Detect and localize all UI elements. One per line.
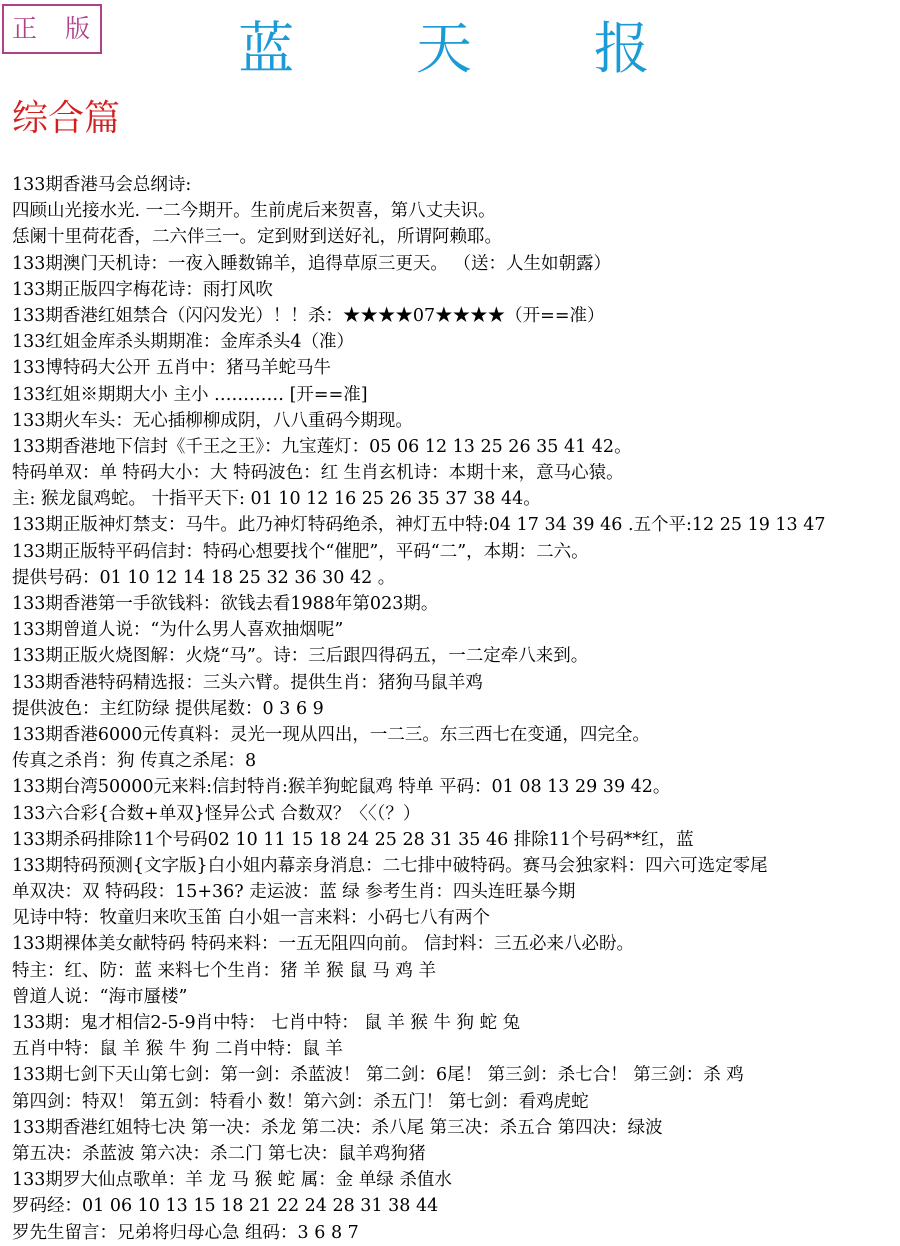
content-lines [12,172,896,1246]
text-line: 传真之杀肖：狗 传真之杀尾：8 [12,751,257,772]
text-line: 133期：鬼才相信2-5-9肖中特： 七肖中特： 鼠 羊 猴 牛 狗 蛇 兔 [12,1013,521,1033]
text-line: 曾道人说：“海市蜃楼” [12,986,188,1007]
text-line: 133六合彩{合数+单双}怪异公式 合数双？〈〈（？） [12,803,421,824]
text-line: 133期香港特码精选报：三头六臂。提供生肖：猪狗马鼠羊鸡 [12,672,483,693]
text-line: 第五决：杀蓝波 第六决：杀二门 第七决：鼠羊鸡狗猪 [12,1143,426,1164]
text-line: 133期澳门天机诗：一夜入睡数锦羊，追得草原三更天。 （送：人生如朝露） [12,253,611,274]
text-line: 133期正版四字梅花诗：雨打风吹 [12,279,273,300]
text-line: 133期正版特平码信封：特码心想要找个“催肥”，平码“二”，本期：二六。 [12,541,589,562]
text-line: 133博特码大公开 五肖中：猪马羊蛇马牛 [12,358,331,379]
text-line: 133期香港6000元传真料：灵光一现从四出，一二三。东三西七在变通，四完全。 [12,724,650,745]
text-line: 提供波色：主红防绿 提供尾数：0 3 6 9 [12,698,324,719]
text-line: 四顾山光接水光. 一二今期开。生前虎后来贺喜，第八丈夫识。 [12,201,496,222]
text-line: 133期正版火烧图解：火烧“马”。诗：三后跟四得码五，一二定牵八来到。 [12,646,589,667]
section-heading: 综合篇 [12,98,121,139]
text-line: 133期裸体美女献特码 特码来料：一五无阻四向前。 信封料：三五必来八必盼。 [12,934,635,955]
text-line: 133期火车头：无心插柳柳成阴，八八重码今期现。 [12,410,413,431]
text-line: 133期罗大仙点歌单：羊 龙 马 猴 蛇 属：金 单绿 杀值水 [12,1170,452,1191]
text-line: 133红姐金库杀头期期准：金库杀头4（准） [12,332,355,353]
genuine-edition-badge: 正 版 [2,4,102,54]
text-line: 133期七剑下天山第七剑：第一剑：杀蓝波！ 第二剑：6尾！ 第三剑：杀七合！ 第三剑：杀 鸡 [12,1065,744,1086]
text-line: 提供号码：01 10 12 14 18 25 32 36 30 42 。 [12,567,396,588]
text-line: 第四剑：特双！ 第五剑：特看小 数！第六剑：杀五门！ 第七剑：看鸡虎蛇 [12,1091,589,1112]
text-line: 133期台湾50000元来料:信封特肖:猴羊狗蛇鼠鸡 特单 平码：01 08 13 29 39 42。 [12,777,671,798]
text-line: 特主：红、防：蓝 来料七个生肖：猪 羊 猴 鼠 马 鸡 羊 [12,960,436,981]
text-line: 133红姐※期期大小 主小 ………… [开==准] [12,384,368,405]
text-line: 133期香港红姐特七决 第一决：杀龙 第二决：杀八尾 第三决：杀五合 第四决：绿波 [12,1117,663,1138]
text-line: 主: 猴龙鼠鸡蛇。 十指平天下: 01 10 12 16 25 26 35 37 38 44。 [12,489,541,510]
text-line: 罗先生留言：兄弟将归母心急 组码：3 6 8 7 [12,1222,359,1243]
page-title: 蓝 天 报 [238,17,702,82]
text-line: 单双决：双 特码段：15+36? 走运波：蓝 绿 参考生肖：四头连旺暴今期 [12,882,576,903]
text-line: 特码单双：单 特码大小：大 特码波色：红 生肖玄机诗：本期十来，意马心猿。 [12,463,624,484]
text-line: 133期香港马会总纲诗: [12,175,192,195]
text-line: 133期香港地下信封《千王之王》：九宝莲灯：05 06 12 13 25 26 35 41 42。 [12,436,632,457]
text-line: 133期曾道人说：“为什么男人喜欢抽烟呢” [12,620,344,641]
text-line: 133期香港第一手欲钱料：欲钱去看1988年第023期。 [12,594,439,614]
text-line: 五肖中特：鼠 羊 猴 牛 狗 二肖中特：鼠 羊 [12,1039,343,1060]
text-line: 133期香港红姐禁合（闪闪发光）！！杀：★★★★07★★★★（开==准） [12,305,605,326]
text-line: 133期杀码排除11个号码02 10 11 15 18 24 25 28 31 35 46 排除11个号码**红，蓝 [12,829,694,850]
text-line: 恁阑十里荷花香，二六伴三一。定到财到送好礼，所谓阿赖耶。 [12,227,502,248]
text-line: 133期特码预测{文字版}白小姐内幕亲身消息：二七排中破特码。赛马会独家料：四六可选定零尾 [12,855,768,876]
text-line: 见诗中特：牧童归来吹玉笛 白小姐一言来料：小码七八有两个 [12,908,491,929]
text-line: 罗码经：01 06 10 13 15 18 21 22 24 28 31 38 44 [12,1196,439,1217]
text-line: 133期正版神灯禁支：马牛。此乃神灯特码绝杀，神灯五中特:04 17 34 39 46 .五个平:12 25 19 13 47 [12,515,826,536]
